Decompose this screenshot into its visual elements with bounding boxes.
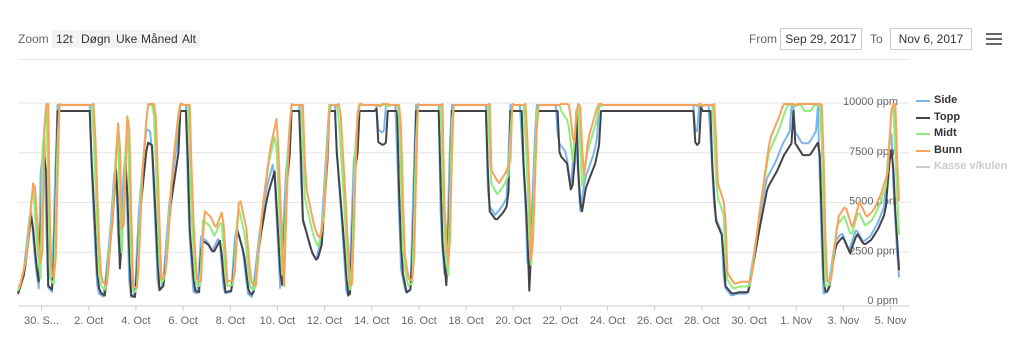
range-to-input[interactable]: Nov 6, 2017 bbox=[890, 28, 972, 50]
y-tick-label: 7500 ppm bbox=[849, 145, 898, 158]
range-to-label: To bbox=[870, 32, 883, 46]
y-tick-label: 0 ppm bbox=[867, 295, 898, 307]
range-from-label: From bbox=[749, 32, 777, 46]
x-tick-label: 20. Oct bbox=[495, 315, 531, 327]
x-tick-label: 8. Oct bbox=[215, 315, 245, 327]
zoom-button-dogn[interactable]: Døgn bbox=[77, 30, 114, 48]
x-tick-label: 18. Oct bbox=[448, 315, 484, 327]
legend-swatch bbox=[916, 100, 930, 102]
zoom-button-alt[interactable]: Alt bbox=[178, 30, 200, 48]
legend-label: Side bbox=[934, 94, 958, 106]
zoom-button-12t[interactable]: 12t bbox=[52, 30, 77, 48]
x-tick-label: 4. Oct bbox=[121, 315, 151, 327]
legend-label: Bunn bbox=[934, 143, 963, 156]
x-tick-label: 30. S... bbox=[24, 315, 60, 327]
legend-label: Midt bbox=[934, 127, 957, 139]
x-tick-label: 30. Oct bbox=[731, 315, 767, 327]
x-tick-label: 10. Oct bbox=[259, 315, 296, 327]
x-tick-label: 14. Oct bbox=[354, 315, 390, 327]
y-tick-label: 10000 ppm bbox=[842, 96, 898, 108]
legend-label: Kasse v/kulen bbox=[934, 160, 1008, 172]
x-tick-label: 2. Oct bbox=[74, 315, 104, 327]
zoom-label: Zoom bbox=[18, 32, 49, 46]
x-tick-label: 24. Oct bbox=[589, 315, 626, 327]
zoom-button-maned[interactable]: Måned bbox=[137, 30, 182, 48]
x-tick-label: 22. Oct bbox=[542, 315, 579, 327]
x-tick-label: 12. Oct bbox=[306, 315, 343, 327]
zoom-button-uke[interactable]: Uke bbox=[112, 30, 141, 48]
legend-label: Topp bbox=[934, 110, 961, 123]
x-tick-label: 3. Nov bbox=[827, 315, 860, 327]
legend-swatch bbox=[916, 133, 930, 135]
x-tick-label: 5. Nov bbox=[874, 315, 907, 327]
x-tick-label: 28. Oct bbox=[684, 315, 720, 327]
x-tick-label: 1. Nov bbox=[780, 315, 813, 327]
series-line-side bbox=[18, 105, 899, 297]
legend-swatch bbox=[916, 117, 930, 119]
x-tick-label: 26. Oct bbox=[637, 315, 673, 327]
x-tick-label: 16. Oct bbox=[401, 315, 437, 327]
x-tick-label: 6. Oct bbox=[168, 315, 198, 327]
legend-swatch bbox=[916, 166, 930, 168]
legend-swatch bbox=[916, 150, 930, 152]
y-tick-label: 2500 ppm bbox=[849, 245, 898, 258]
y-tick-label: 5000 ppm bbox=[849, 195, 898, 208]
range-from-input[interactable]: Sep 29, 2017 bbox=[780, 28, 862, 50]
